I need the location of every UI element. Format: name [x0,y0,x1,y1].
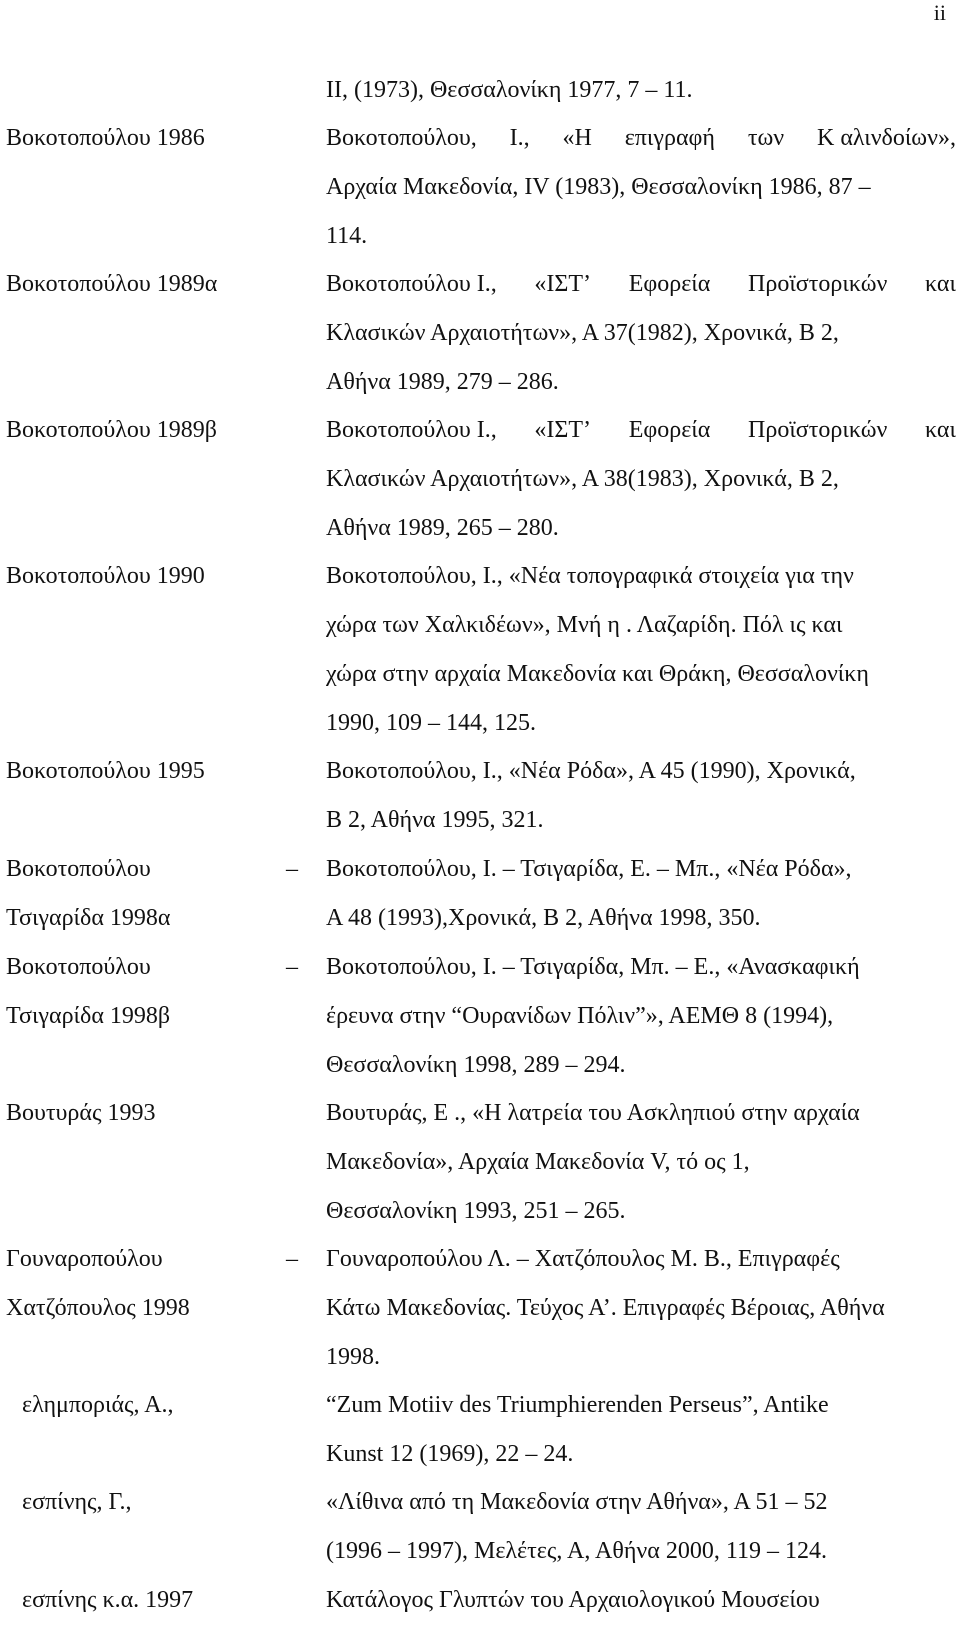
body-line: Β 2, Αθήνα 1995, 321. [326,807,544,833]
entry-dash: – [286,856,298,882]
body-line: 1998. [326,1344,380,1370]
entry-dash: – [286,954,298,980]
entry-key: Βοκοτοπούλου 1990 [6,563,205,589]
entry-key: εσπίνης κ.α. 1997 [22,1587,194,1613]
body-line: χώρα στην αρχαία Μακεδονία και Θράκη, Θεσσαλονίκη [326,661,869,687]
entry-key: Βοκοτοπούλου [6,856,151,882]
body-line: Γουναροπούλου Λ. – Χατζόπουλος Μ. Β., Επιγραφές [326,1246,840,1272]
entry-key: Βοκοτοπούλου [6,954,151,980]
body-line: Θεσσαλονίκη 1993, 251 – 265. [326,1198,626,1224]
body-line: Κάτω Μακεδονίας. Τεύχος Α’. Επιγραφές Βέροιας, Αθήνα [326,1295,885,1321]
body-line: ΙΙ, (1973), Θεσσαλονίκη 1977, 7 – 11. [326,77,693,103]
body-line: Kunst 12 (1969), 22 – 24. [326,1441,574,1467]
entry-key: Χατζόπουλος 1998 [6,1295,190,1321]
body-line: Κλασικών Αρχαιοτήτων», Α 37(1982), Χρονικά, Β 2, [326,320,839,346]
body-line: Κατάλογος Γλυπτών του Αρχαιολογικού Μουσείου [326,1587,820,1613]
body-line: Βοκοτοπούλου, Ι., «Νέα τοπογραφικά στοιχεία για την [326,563,854,589]
entry-key: Τσιγαρίδα 1998β [6,1003,171,1029]
body-line: Βοκοτοπούλου, Ι. – Τσιγαρίδα, Ε. – Μπ., «Νέα Ρόδα», [326,856,852,882]
entry-key: Βοκοτοπούλου 1995 [6,758,205,784]
body-line: Α 48 (1993),Χρονικά, Β 2, Αθήνα 1998, 350. [326,905,761,931]
body-line: 1990, 109 – 144, 125. [326,710,536,736]
body-line: Μακεδονία», Αρχαία Μακεδονία V, τό ος 1, [326,1149,750,1175]
entry-key: Βουτυράς 1993 [6,1100,156,1126]
body-line: έρευνα στην “Ουρανίδων Πόλιν”», ΑΕΜΘ 8 (1994), [326,1003,834,1029]
body-line: Βοκοτοπούλου Ι., «ΙΣΤ’ Εφορεία Προϊστορικών και [326,271,956,297]
body-line: Βοκοτοπούλου, Ι., «Η επιγραφή των Κ αλινδοίων», [326,125,956,151]
body-line: Θεσσαλονίκη 1998, 289 – 294. [326,1052,626,1078]
body-line: Αρχαία Μακεδονία, ΙV (1983), Θεσσαλονίκη 1986, 87 – [326,174,871,200]
body-line: Αθήνα 1989, 265 – 280. [326,515,559,541]
body-line: 114. [326,223,368,249]
body-line: «Λίθινα από τη Μακεδονία στην Αθήνα», Α 51 – 52 [326,1489,828,1515]
entry-key: Βοκοτοπούλου 1989α [6,271,218,297]
body-line: Βοκοτοπούλου, Ι. – Τσιγαρίδα, Μπ. – Ε., «Ανασκαφική [326,954,860,980]
entry-key: Γουναροπούλου [6,1246,163,1272]
entry-dash: – [286,1246,298,1272]
body-line: Αθήνα 1989, 279 – 286. [326,369,559,395]
body-line: Κλασικών Αρχαιοτήτων», Α 38(1983), Χρονικά, Β 2, [326,466,839,492]
body-line: “Zum Motiiv des Triumphierenden Perseus”, Antike [326,1392,829,1418]
body-line: Βοκοτοπούλου, Ι., «Νέα Ρόδα», Α 45 (1990), Χρονικά, [326,758,856,784]
entry-key: εσπίνης, Γ., [22,1489,132,1515]
entry-key: Βοκοτοπούλου 1989β [6,417,217,443]
entry-key: ελημποριάς, Α., [22,1392,174,1418]
body-line: Βοκοτοπούλου Ι., «ΙΣΤ’ Εφορεία Προϊστορικών και [326,417,956,443]
entry-key: Τσιγαρίδα 1998α [6,905,171,931]
body-line: (1996 – 1997), Μελέτες, Α, Αθήνα 2000, 119 – 124. [326,1538,827,1564]
entry-key: Βοκοτοπούλου 1986 [6,125,205,151]
body-line: χώρα των Χαλκιδέων», Μνή η . Λαζαρίδη. Πόλ ις και [326,612,843,638]
body-line: Βουτυράς, Ε ., «Η λατρεία του Ασκληπιού στην αρχαία [326,1100,860,1126]
page-number: ii [933,0,946,25]
